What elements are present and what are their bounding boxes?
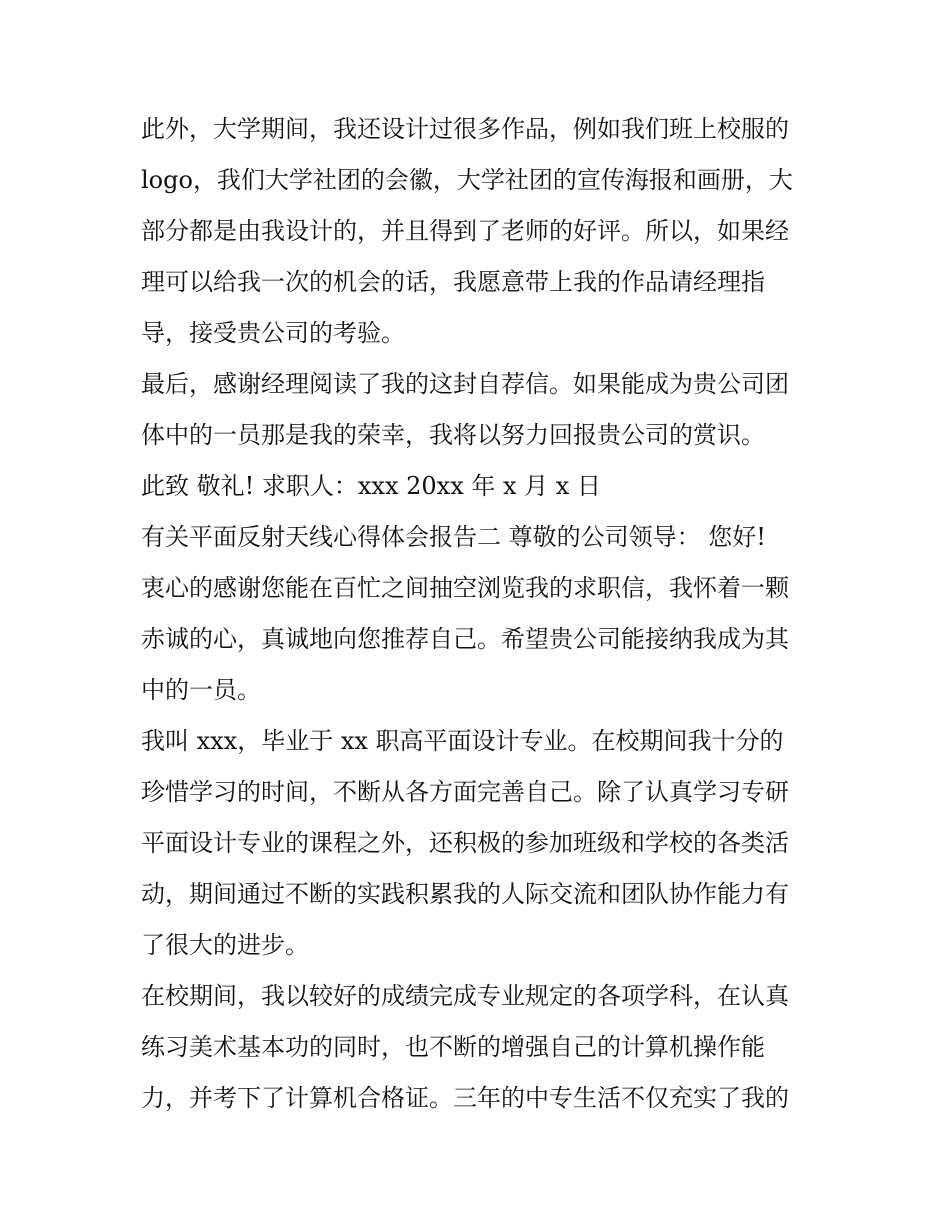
document-body bbox=[141, 104, 821, 1124]
text-line: 我叫 xxx，毕业于 xx 职高平面设计专业。在校期间我十分的 bbox=[141, 727, 784, 755]
text-line: 赤诚的心，真诚地向您推荐自己。希望贵公司能接纳我成为其 bbox=[141, 625, 789, 653]
text-line: 此外，大学期间，我还设计过很多作品，例如我们班上校服的 bbox=[141, 115, 789, 143]
text-line: 在校期间，我以较好的成绩完成专业规定的各项学科，在认真 bbox=[141, 982, 789, 1010]
text-line: 导，接受贵公司的考验。 bbox=[141, 319, 405, 347]
text-line: 最后，感谢经理阅读了我的这封自荐信。如果能成为贵公司团 bbox=[141, 370, 789, 398]
text-line: 体中的一员那是我的荣幸，我将以努力回报贵公司的赏识。 bbox=[141, 421, 765, 449]
text-line: 平面设计专业的课程之外，还积极的参加班级和学校的各类活 bbox=[141, 829, 789, 857]
text-line: 衷心的感谢您能在百忙之间抽空浏览我的求职信，我怀着一颗 bbox=[141, 574, 789, 602]
text-line: 此致 敬礼! 求职人：xxx 20xx 年 x 月 x 日 bbox=[141, 472, 601, 500]
text-line: 力，并考下了计算机合格证。三年的中专生活不仅充实了我的 bbox=[141, 1084, 789, 1112]
text-line: 理可以给我一次的机会的话，我愿意带上我的作品请经理指 bbox=[141, 268, 765, 296]
text-line: 了很大的进步。 bbox=[141, 931, 309, 959]
text-line: 部分都是由我设计的，并且得到了老师的好评。所以，如果经 bbox=[141, 217, 789, 245]
text-line: 练习美术基本功的同时，也不断的增强自己的计算机操作能 bbox=[141, 1033, 765, 1061]
text-line: 动，期间通过不断的实践积累我的人际交流和团队协作能力有 bbox=[141, 880, 789, 908]
text-line: 有关平面反射天线心得体会报告二 尊敬的公司领导： 您好! bbox=[141, 523, 766, 551]
text-line: 中的一员。 bbox=[141, 676, 261, 704]
text-line: logo，我们大学社团的会徽，大学社团的宣传海报和画册，大 bbox=[141, 166, 793, 194]
text-line: 珍惜学习的时间，不断从各方面完善自己。除了认真学习专研 bbox=[141, 778, 789, 806]
